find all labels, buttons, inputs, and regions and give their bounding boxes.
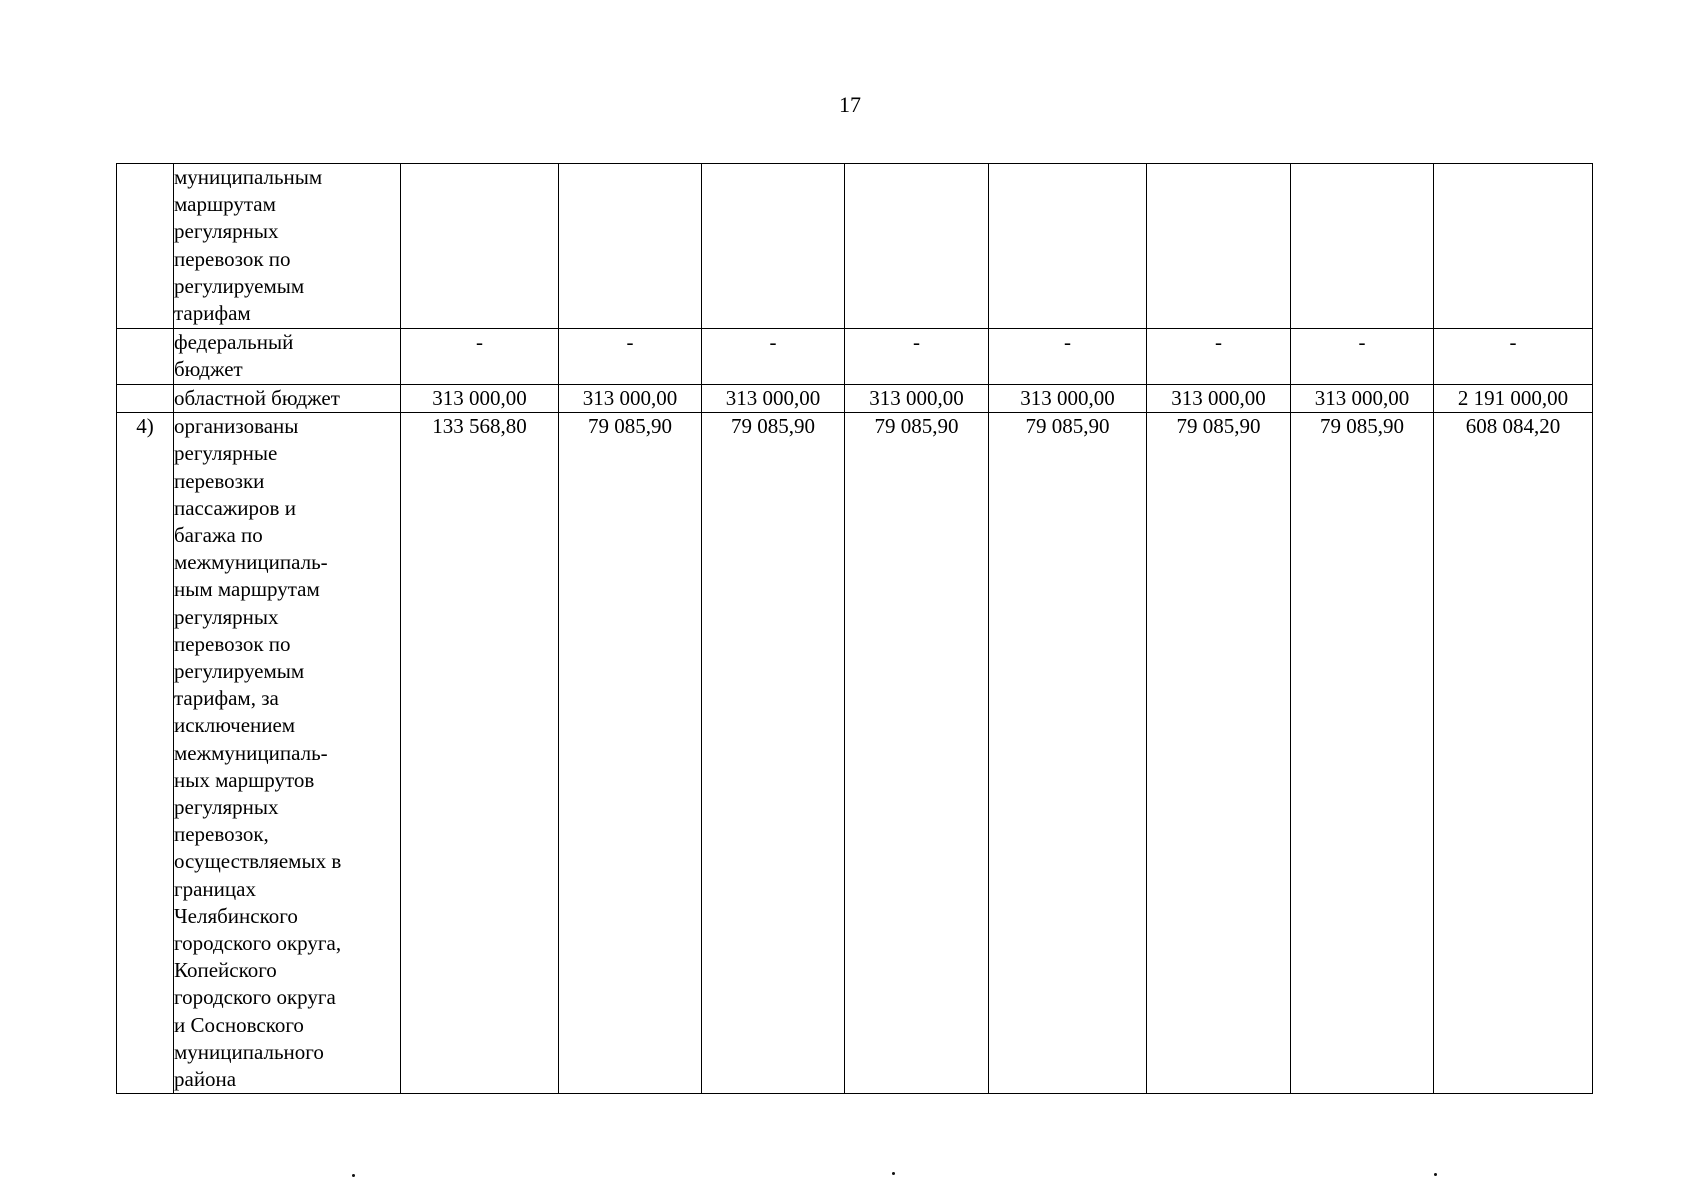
scan-speck [1434,1173,1437,1176]
description-line: областной бюджет [174,386,340,410]
value-cell-year-8: 608 084,20 [1434,413,1593,1094]
description-line: регулярных [174,795,279,820]
value-cell-year-6: 79 085,90 [1147,413,1291,1094]
table-row [117,164,1593,329]
description-line: регулярных [174,219,279,244]
description-line: федеральный [174,330,294,354]
value-cell-year-5: 313 000,00 [989,385,1147,413]
description-line: исключением [174,713,296,738]
value-cell-year-1: 313 000,00 [401,385,559,413]
value-cell-year-1: - [401,329,559,385]
value-cell-year-4 [845,164,989,329]
budget-table [116,163,1593,1094]
page-number: 17 [839,92,861,117]
description-line: регулируемым [174,273,305,298]
value-cell-year-3: - [702,329,845,385]
description-line: межмуниципаль- [174,740,328,765]
value-cell-year-7: - [1291,329,1434,385]
value-cell-year-7 [1291,164,1434,329]
value-cell-year-6: - [1147,329,1291,385]
value-cell-year-7: 313 000,00 [1291,385,1434,413]
description-line: и Сосновского [174,1012,304,1037]
value-cell-year-4: 313 000,00 [845,385,989,413]
value-cell-year-3: 313 000,00 [702,385,845,413]
value-cell-year-4: 79 085,90 [845,413,989,1094]
description-line: перевозок по [174,631,291,656]
description-line: багажа по [174,523,263,548]
row-number-cell [117,329,174,385]
value-cell-year-4: - [845,329,989,385]
description-line: муниципальным [174,165,323,189]
value-cell-year-2: 313 000,00 [559,385,702,413]
value-cell-year-2 [559,164,702,329]
row-description-cell [174,385,401,413]
value-cell-year-6: 313 000,00 [1147,385,1291,413]
row-description-cell [174,164,401,329]
value-cell-year-5 [989,164,1147,329]
row-description-cell [174,329,401,385]
scan-speck [352,1174,355,1177]
description-line: осуществляемых в [174,849,342,874]
table-row [117,413,1593,1094]
row-number-cell: 4) [117,413,174,1094]
description-line: ным маршрутам [174,577,320,602]
description-line: границах [174,876,256,901]
table-row [117,329,1593,385]
description-line: регулируемым [174,659,305,684]
description-line: бюджет [174,357,243,382]
value-cell-year-7: 79 085,90 [1291,413,1434,1094]
description-line: организованы [174,414,299,439]
value-cell-year-2: 79 085,90 [559,413,702,1094]
description-line: регулярных [174,604,279,629]
table-row [117,385,1593,413]
description-line: маршрутам [174,192,276,217]
description-line: межмуниципаль- [174,550,328,575]
value-cell-year-5: - [989,329,1147,385]
description-line: Челябинского [174,903,298,928]
scan-speck [892,1172,895,1175]
row-number-cell [117,164,174,329]
description-line: района [174,1067,237,1092]
description-line: тарифам [174,301,251,326]
description-line: перевозок по [174,246,291,271]
value-cell-year-1 [401,164,559,329]
value-cell-year-5: 79 085,90 [989,413,1147,1094]
description-line: ных маршрутов [174,767,315,792]
row-description-cell [174,413,401,1094]
description-line: муниципального [174,1039,324,1064]
row-number-cell [117,385,174,413]
value-cell-year-2: - [559,329,702,385]
value-cell-year-8: 2 191 000,00 [1434,385,1593,413]
value-cell-year-6 [1147,164,1291,329]
value-cell-year-3: 79 085,90 [702,413,845,1094]
description-line: городского округа, [174,931,342,956]
description-line: городского округа [174,985,336,1010]
value-cell-year-8: - [1434,329,1593,385]
description-line: пассажиров и [174,495,296,520]
value-cell-year-8 [1434,164,1593,329]
description-line: Копейского [174,958,277,983]
description-line: регулярные [174,441,278,466]
description-line: перевозки [174,468,265,493]
value-cell-year-3 [702,164,845,329]
description-line: тарифам, за [174,686,279,711]
value-cell-year-1: 133 568,80 [401,413,559,1094]
description-line: перевозок, [174,822,269,847]
